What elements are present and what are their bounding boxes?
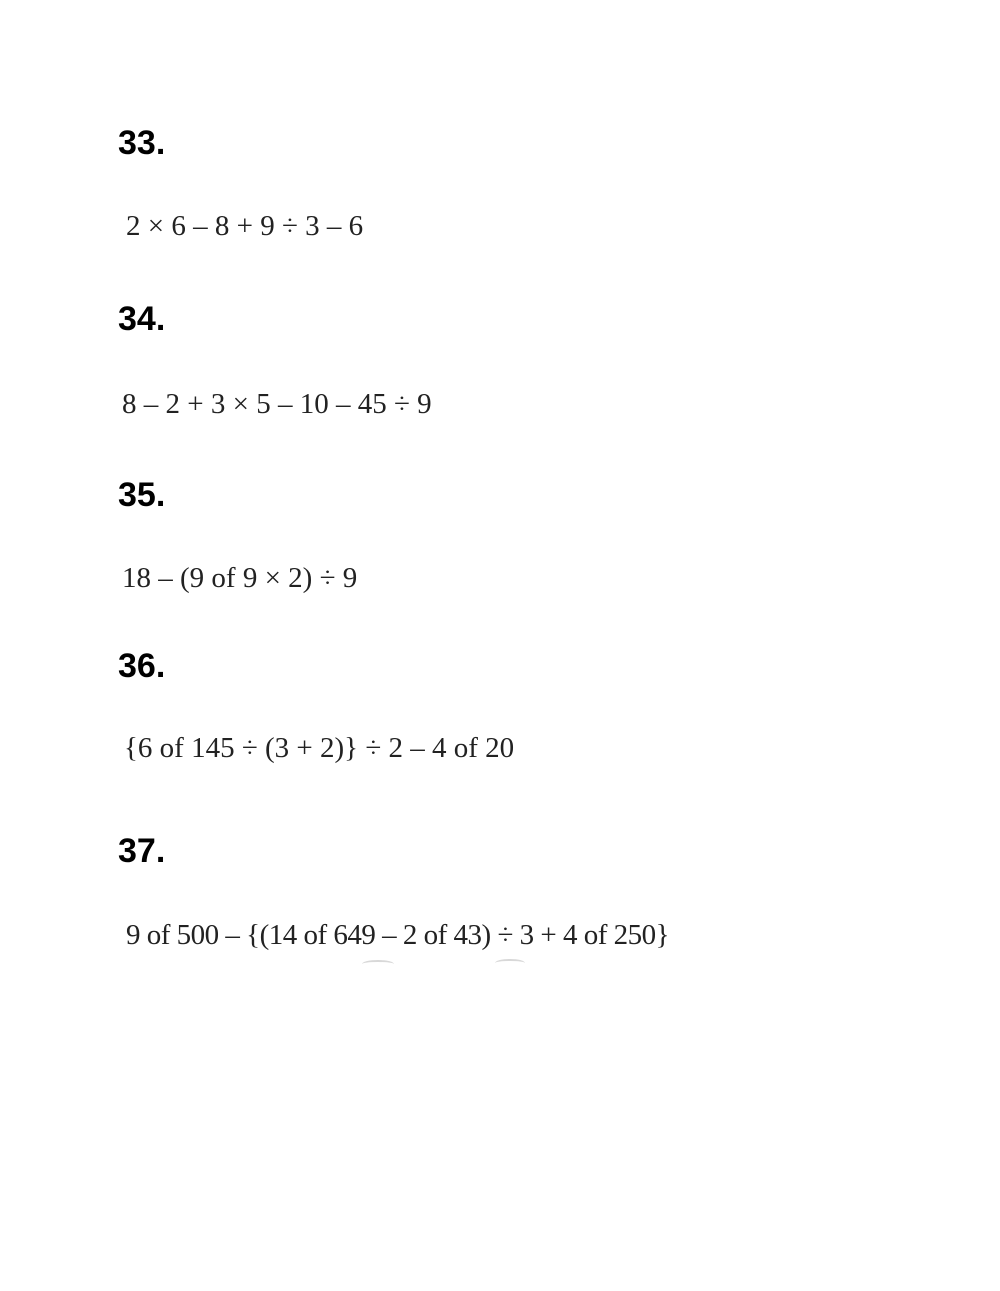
problem-34-number: 34. <box>118 300 166 338</box>
problem-35-expression: 18 – (9 of 9 × 2) ÷ 9 <box>122 562 358 594</box>
problem-37-expression: 9 of 500 – {(14 of 649 – 2 of 43) ÷ 3 + 4 of 250} <box>126 919 670 951</box>
problem-34-expression: 8 – 2 + 3 × 5 – 10 – 45 ÷ 9 <box>122 388 432 420</box>
scan-artifact-mark <box>495 959 525 967</box>
problem-35-number: 35. <box>118 476 166 514</box>
problem-37-number: 37. <box>118 832 166 870</box>
problem-33-number: 33. <box>118 124 166 162</box>
problem-33-expression: 2 × 6 – 8 + 9 ÷ 3 – 6 <box>126 210 364 242</box>
scan-artifact-mark <box>362 960 394 968</box>
problem-36-number: 36. <box>118 647 166 685</box>
problem-36-expression: {6 of 145 ÷ (3 + 2)} ÷ 2 – 4 of 20 <box>124 732 515 764</box>
